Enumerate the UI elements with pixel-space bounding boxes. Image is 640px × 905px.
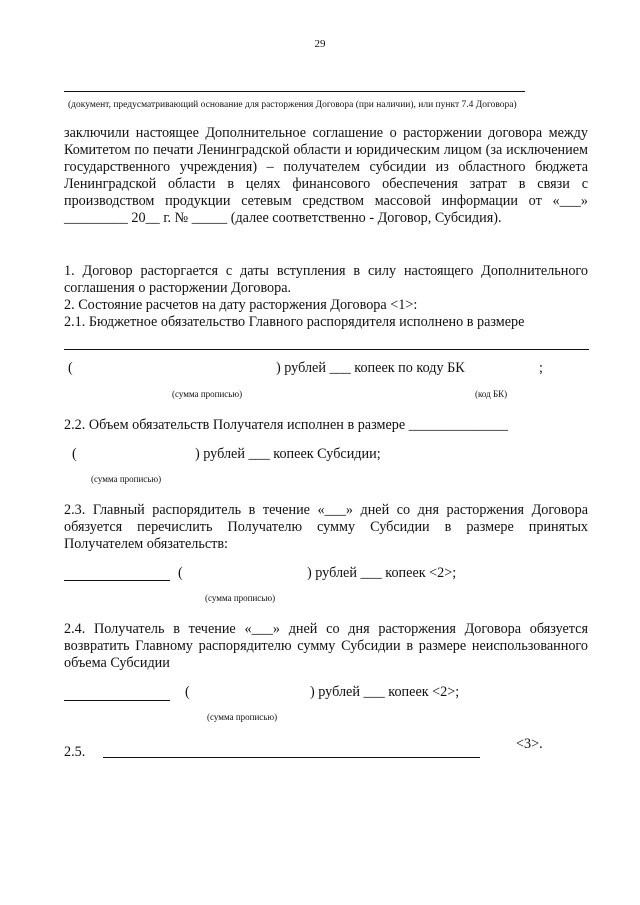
clause-2-3: 2.3. Главный распорядитель в течение «___» дней со дня расторжения Договора обязуется перечислить Получателю сумму Субсидии в размере принятых Получателем обязательств:: [64, 502, 588, 552]
clause-2-5-blank-line: [103, 757, 480, 758]
clause-2-1-amount-line: [64, 349, 589, 350]
header-blank-line: [64, 91, 525, 92]
row-2-4-open-paren: (: [185, 684, 190, 700]
row-2-1-open-paren: (: [68, 360, 73, 376]
row-2-1-rubles-text: ) рублей ___ копеек по коду БК: [276, 360, 465, 376]
clause-1: 1. Договор расторгается с даты вступления в силу настоящего Дополнительного соглашения о расторжении Договора.: [64, 263, 588, 296]
row-2-4-rubles-text: ) рублей ___ копеек <2>;: [310, 684, 460, 700]
row-2-4-caption-amount: (сумма прописью): [207, 712, 278, 722]
clause-2-5-footnote: <3>.: [516, 736, 543, 752]
row-2-2-open-paren: (: [72, 446, 77, 462]
intro-paragraph: заключили настоящее Дополнительное соглашение о расторжении договора между Комитетом по печати Ленинградской области и юридическим лицом (за исключением государственного учреждения) – получателем субсидии из областного бюджета Ленинградской области в целях финансового обеспечения затрат в связи с производством продукции сетевым средством массовой информации от «___» _________ 20__ г. № _____ (далее соответственно - Договор, Субсидия).: [64, 125, 588, 226]
row-2-3-amount-line: [64, 580, 170, 581]
clause-2-1: 2.1. Бюджетное обязательство Главного распорядителя исполнено в размере: [64, 314, 525, 330]
row-2-2-rubles-text: ) рублей ___ копеек Субсидии;: [195, 446, 381, 462]
row-2-4-amount-line: [64, 700, 170, 701]
row-2-3-rubles-text: ) рублей ___ копеек <2>;: [307, 565, 457, 581]
row-2-2-caption-amount: (сумма прописью): [91, 474, 162, 484]
clause-2-4: 2.4. Получатель в течение «___» дней со дня расторжения Договора обязуется возвратить Главному распорядителю сумму Субсидии в размере неиспользованного объема Субсидии: [64, 621, 588, 671]
clause-2-5-number: 2.5.: [64, 744, 86, 760]
row-2-1-semicolon: ;: [539, 360, 543, 376]
row-2-3-caption-amount: (сумма прописью): [205, 593, 276, 603]
row-2-1-caption-amount: (сумма прописью): [172, 389, 243, 399]
row-2-3-open-paren: (: [178, 565, 183, 581]
clause-2: 2. Состояние расчетов на дату расторжения Договора <1>:: [64, 297, 418, 313]
page-number: 29: [314, 38, 326, 50]
header-caption: (документ, предусматривающий основание для расторжения Договора (при наличии), или пункт 7.4 Договора): [68, 100, 517, 110]
clause-2-2: 2.2. Объем обязательств Получателя исполнен в размере ______________: [64, 417, 509, 433]
row-2-1-caption-bk: (код БК): [475, 389, 508, 399]
